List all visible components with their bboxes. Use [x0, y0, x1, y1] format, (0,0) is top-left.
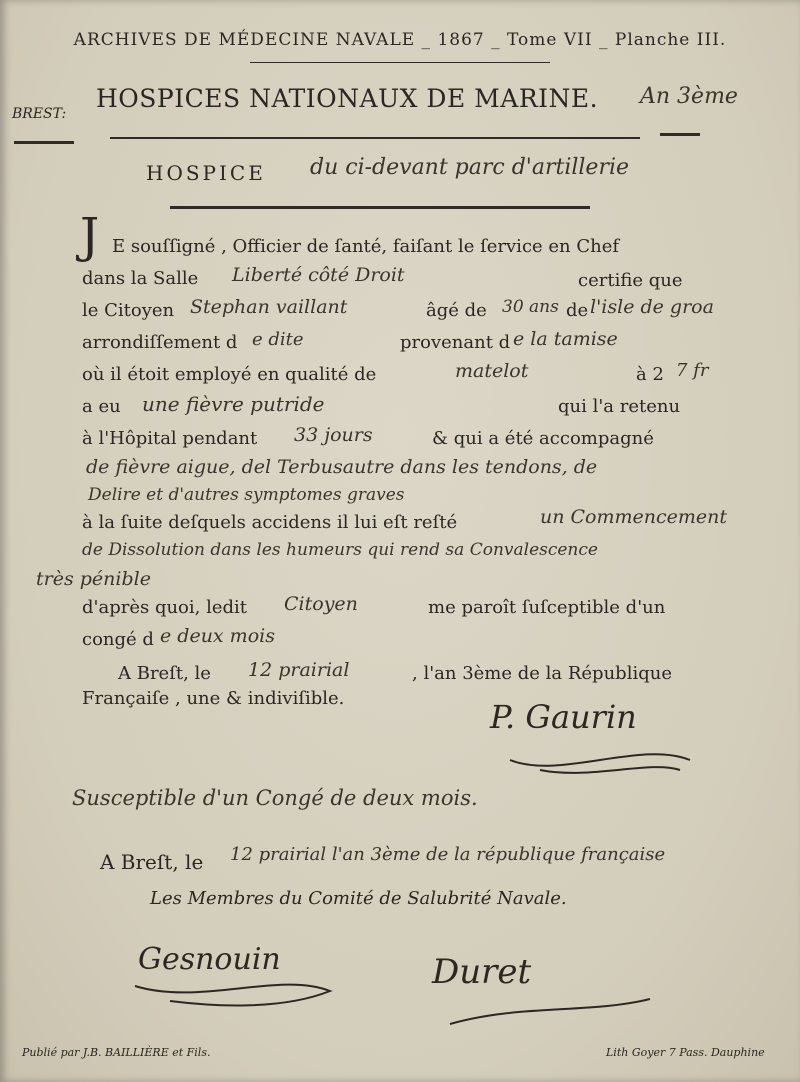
susceptible-label: me paroît ſuſceptible d'un: [428, 597, 666, 618]
city-label: BREST:: [12, 106, 67, 122]
signature-flourish: [500, 740, 700, 780]
comite-date-value: 12 prairial l'an 3ème de la république française: [230, 844, 666, 865]
divider: [14, 141, 74, 144]
francaise-label: Françaiſe , une & indiviſible.: [82, 688, 345, 709]
signature-flourish: [440, 994, 660, 1034]
penible-line: très pénible: [36, 568, 151, 590]
duration-value: 33 jours: [294, 424, 373, 446]
apres-label: d'après quoi, ledit: [82, 597, 248, 618]
hopital-label: à l'Hôpital pendant: [82, 428, 258, 449]
eu-label: a eu: [82, 396, 121, 417]
conge-value: e deux mois: [160, 625, 275, 647]
comite-members: Les Membres du Comité de Salubrité Navale.: [150, 888, 567, 909]
symptoms-line-1: de fièvre aigue, del Terbusautre dans les tendons, de: [86, 456, 598, 478]
origin-label: de: [566, 300, 589, 321]
age-label: âgé de: [426, 300, 487, 321]
signature-flourish: [130, 976, 340, 1016]
certifie-label: certifie que: [578, 270, 683, 291]
publisher-credit: Publié par J.B. BAILLIÈRE et Fils.: [22, 1046, 211, 1059]
suite-label: à la ſuite deſquels accidens il lui eſt reſté: [82, 512, 458, 533]
date-label: A Breſt, le: [118, 663, 211, 684]
signature-duret: Duret: [432, 952, 532, 992]
origin-value: l'isle de groa: [590, 296, 714, 318]
retenu-label: qui l'a retenu: [558, 396, 681, 417]
qualite-value: matelot: [455, 360, 529, 382]
arrondissement-label: arrondiſſement d: [82, 332, 238, 353]
qualite-label: où il étoit employé en qualité de: [82, 364, 377, 385]
pay-value: 7 fr: [676, 360, 709, 381]
date-value: 12 prairial: [248, 659, 350, 681]
suite-value: un Commencement: [540, 506, 728, 528]
conge-label: congé d: [82, 629, 154, 650]
hospice-name: du ci-devant parc d'artillerie: [310, 155, 630, 180]
body-line-1: E souſſigné , Officier de ſanté, faiſant le ſervice en Chef: [112, 236, 620, 257]
salle-value: Liberté côté Droit: [232, 264, 405, 286]
arrondissement-value: e dite: [252, 329, 304, 350]
officer-signature: P. Gaurin: [490, 698, 637, 736]
accompagne-label: & qui a été accompagné: [432, 428, 654, 449]
dissolution-line: de Dissolution dans les humeurs qui rend sa Convalescence: [82, 540, 598, 560]
ledit-value: Citoyen: [284, 593, 358, 615]
provenant-label: provenant d: [400, 332, 511, 353]
pay-label: à 2: [636, 364, 664, 385]
divider: [170, 206, 590, 209]
comite-note: Susceptible d'un Congé de deux mois.: [72, 786, 478, 810]
age-value: 30 ans: [502, 297, 559, 317]
divider: [110, 137, 640, 139]
signature-gesnouin: Gesnouin: [138, 942, 281, 977]
comite-date-label: A Breſt, le: [100, 850, 204, 874]
citoyen-label: le Citoyen: [82, 300, 175, 321]
drop-cap: J: [80, 208, 100, 264]
hospice-label: HOSPICE: [146, 161, 266, 185]
divider: [660, 133, 700, 136]
divider: [250, 62, 550, 63]
archives-header: ARCHIVES DE MÉDECINE NAVALE _ 1867 _ Tome VII _ Planche III.: [73, 30, 727, 50]
republique-label: , l'an 3ème de la République: [412, 663, 672, 684]
provenant-value: e la tamise: [513, 328, 618, 350]
citoyen-name: Stephan vaillant: [190, 296, 348, 318]
illness-value: une fièvre putride: [142, 392, 325, 416]
document-title: HOSPICES NATIONAUX DE MARINE.: [96, 84, 599, 113]
lithographer-credit: Lith Goyer 7 Pass. Dauphine: [606, 1046, 765, 1059]
symptoms-line-2: Delire et d'autres symptomes graves: [88, 485, 405, 505]
salle-label: dans la Salle: [82, 268, 199, 289]
year-label: An 3ème: [640, 84, 738, 109]
